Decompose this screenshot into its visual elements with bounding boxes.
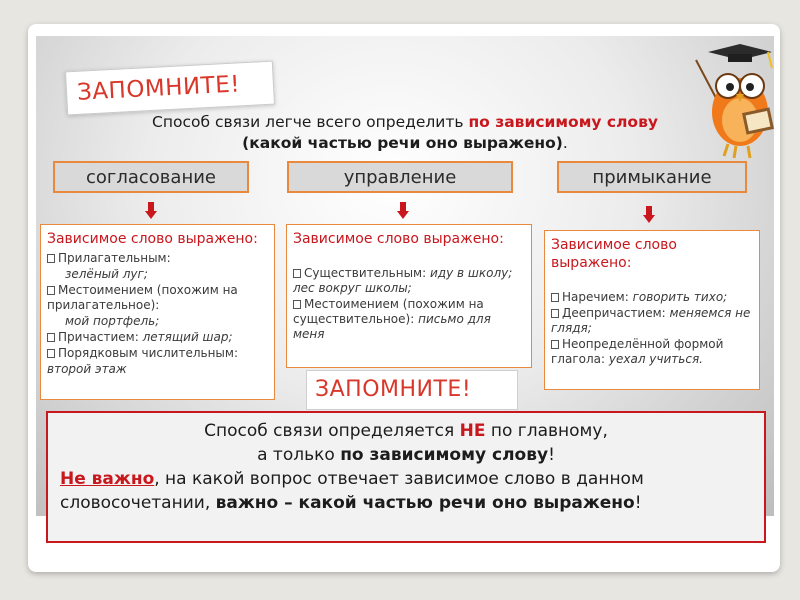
rule-text: , на какой вопрос отвечает зависимое слово в данном: [154, 469, 644, 489]
item-example: мой портфель;: [65, 314, 160, 328]
intro-line2-suffix: .: [562, 134, 568, 152]
remember-box-2: [306, 370, 518, 410]
owl-teacher-icon: [688, 40, 780, 160]
item-example: летящий шар;: [142, 330, 233, 344]
item-label: Наречием:: [562, 290, 629, 304]
rule-text: !: [634, 493, 642, 513]
rule-text: по главному,: [485, 421, 608, 441]
rule-line-4: [60, 491, 752, 515]
box-heading: Зависимое слово выражено:: [551, 237, 677, 271]
rule-text: а только: [257, 445, 341, 465]
item-label: Местоимением (похожим на существительное):: [293, 297, 484, 326]
rule-emphasis-ne: НЕ: [459, 421, 486, 441]
intro-line2-bold: (какой частью речи оно выражено): [242, 134, 563, 152]
dependent-box-upravlenie: [286, 224, 532, 368]
dependent-box-soglasovanie: [40, 224, 275, 400]
intro-highlight: по зависимому слову: [468, 113, 658, 131]
category-primykanie: примыкание: [557, 161, 747, 193]
item-label: Местоимением (похожим на прилагательное):: [47, 283, 238, 312]
rule-text: !: [548, 445, 555, 465]
list-item: [47, 251, 268, 266]
list-item: [551, 306, 753, 336]
intro-text: [110, 112, 700, 154]
list-item: [47, 330, 268, 345]
item-example: зелёный луг;: [65, 267, 148, 281]
item-example: говорить тихо;: [632, 290, 728, 304]
list-item: [551, 290, 753, 305]
item-example: уехал учиться.: [608, 352, 703, 366]
dependent-box-primykanie: [544, 230, 760, 390]
rule-text: Способ связи определяется: [204, 421, 460, 441]
item-example: иду в школу; лес вокруг школы;: [293, 266, 513, 295]
arrow-down-icon: [397, 202, 409, 220]
list-item: [293, 266, 525, 296]
rule-emphasis-not-important: Не важно: [60, 469, 155, 489]
remember-title-2: ЗАПОМНИТЕ!: [315, 377, 472, 402]
item-label: Порядковым числительным:: [58, 346, 238, 360]
item-label: Деепричастием:: [562, 306, 666, 320]
list-item: [551, 337, 753, 367]
item-example: второй этаж: [47, 362, 127, 376]
arrow-down-icon: [145, 202, 157, 220]
list-item: [47, 283, 268, 313]
item-example: письмо для меня: [293, 312, 491, 341]
item-label: Неопределённой формой глагола:: [551, 337, 724, 366]
item-label: Прилагательным:: [58, 251, 171, 265]
category-upravlenie: управление: [287, 161, 513, 193]
remember-title: ЗАПОМНИТЕ!: [76, 71, 241, 106]
list-item: [47, 346, 268, 361]
intro-line1-prefix: Способ связи легче всего определить: [152, 113, 469, 131]
category-soglasovanie: согласование: [53, 161, 249, 193]
list-item: [293, 297, 525, 342]
box-heading: Зависимое слово выражено:: [293, 231, 504, 247]
rule-line-2: [60, 443, 752, 467]
rule-line-1: [60, 419, 752, 443]
arrow-down-icon: [643, 206, 655, 224]
rule-emphasis-important: важно – какой частью речи оно выражено: [215, 493, 635, 513]
item-example: меняемся не глядя;: [551, 306, 751, 335]
rule-box: [46, 411, 766, 543]
rule-emphasis-dependent: по зависимому слову: [340, 445, 549, 465]
item-label: Причастием:: [58, 330, 139, 344]
box-heading: Зависимое слово выражено:: [47, 231, 258, 247]
rule-text: словосочетании,: [60, 493, 216, 513]
rule-line-3: [60, 467, 752, 491]
item-label: Существительным:: [304, 266, 427, 280]
